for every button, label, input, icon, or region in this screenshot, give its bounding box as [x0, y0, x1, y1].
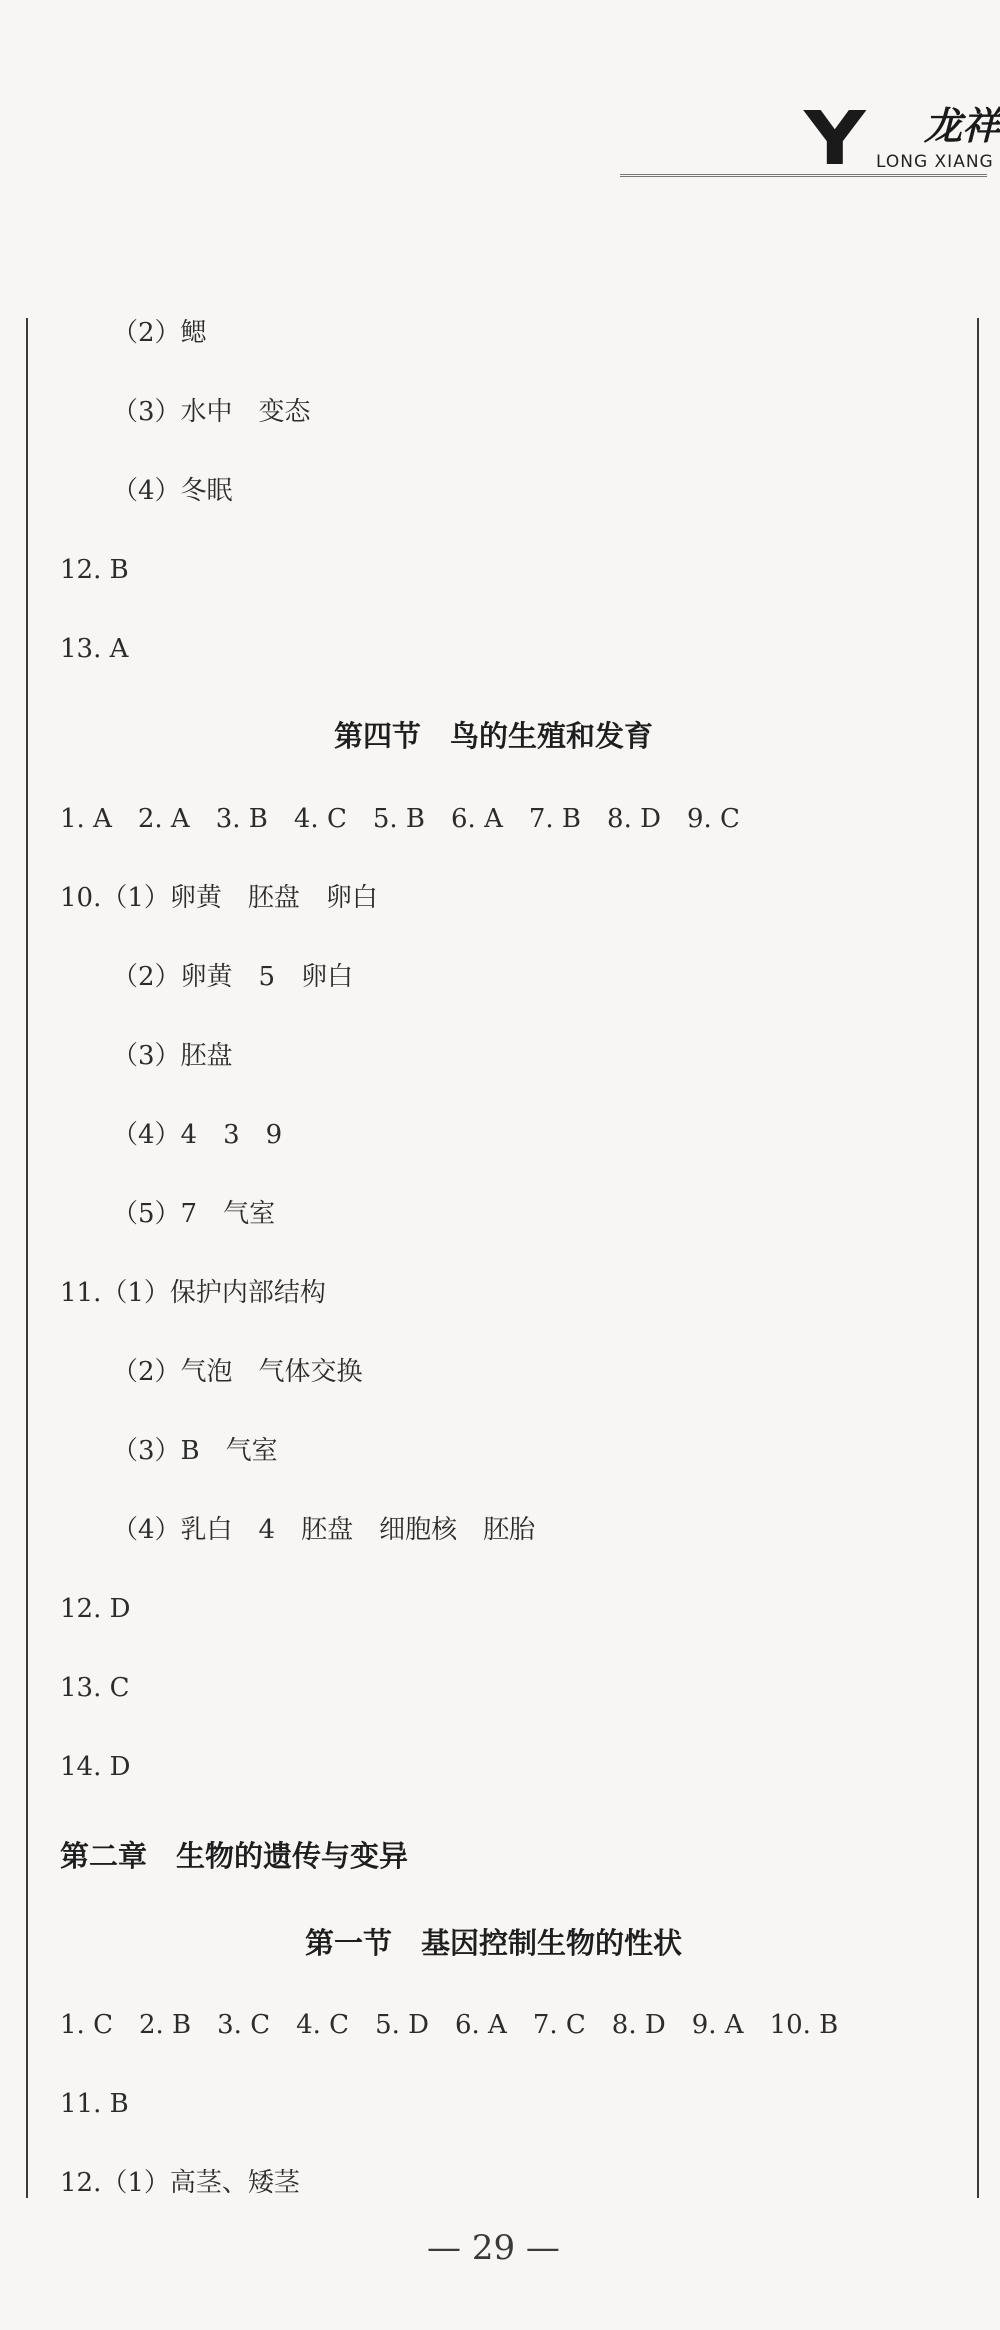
answer-line: 1. C 2. B 3. C 4. C 5. D 6. A 7. C 8. D 9. A 10. B	[60, 2010, 839, 2040]
answer-line: 13. A	[60, 634, 129, 664]
answer-line: 13. C	[60, 1673, 130, 1703]
answer-line: （2）鳃	[112, 318, 207, 348]
answer-line: 12. B	[60, 555, 129, 585]
section-title: 第四节 鸟的生殖和发育	[333, 719, 653, 753]
answer-line: （2）气泡 气体交换	[112, 1357, 363, 1387]
answer-line: 12. D	[60, 1594, 131, 1624]
page-number: — 29 —	[427, 2228, 560, 2268]
chapter-title: 第二章 生物的遗传与变异	[60, 1839, 409, 1873]
brand-name-chinese: 龙祥	[924, 104, 1000, 148]
answer-line: 10.（1）卵黄 胚盘 卵白	[60, 883, 378, 913]
answer-line: （3）水中 变态	[112, 397, 311, 427]
answer-line: 1. A 2. A 3. B 4. C 5. B 6. A 7. B 8. D 9. C	[60, 804, 740, 834]
answer-line: （3）B 气室	[112, 1436, 278, 1466]
answer-line: （3）胚盘	[112, 1041, 233, 1071]
brand-logo: Y	[803, 96, 866, 182]
section-title: 第一节 基因控制生物的性状	[304, 1926, 682, 1960]
answer-line: （4）乳白 4 胚盘 细胞核 胚胎	[112, 1515, 536, 1545]
answer-line: （4）冬眠	[112, 476, 233, 506]
answer-line: 14. D	[60, 1752, 131, 1782]
answer-line: 11.（1）保护内部结构	[60, 1278, 326, 1308]
answer-line: （4）4 3 9	[112, 1120, 283, 1150]
answer-line: 11. B	[60, 2089, 129, 2119]
answer-line: （2）卵黄 5 卵白	[112, 962, 354, 992]
answer-line: 12.（1）高茎、矮茎	[60, 2168, 300, 2198]
answer-line: （5）7 气室	[112, 1199, 276, 1229]
brand-name-english: LONG XIANG	[876, 152, 994, 172]
